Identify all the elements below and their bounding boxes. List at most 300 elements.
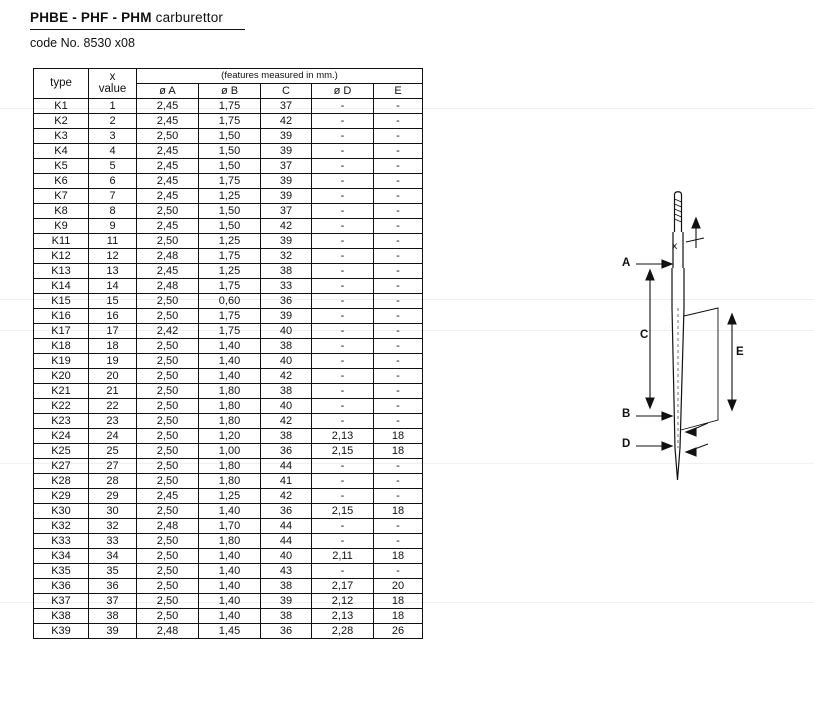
cell-x: 3 [89,129,137,144]
cell-e: - [374,99,423,114]
cell-d: - [312,459,374,474]
cell-d: - [312,384,374,399]
cell-d: 2,11 [312,549,374,564]
cell-x: 12 [89,249,137,264]
cell-e: - [374,204,423,219]
cell-type: K7 [34,189,89,204]
table-body [34,99,423,639]
table-row [34,234,423,249]
table-row [34,609,423,624]
cell-e: - [374,339,423,354]
cell-x: 32 [89,519,137,534]
cell-type: K3 [34,129,89,144]
cell-type: K15 [34,294,89,309]
cell-x: 1 [89,99,137,114]
cell-e: - [374,534,423,549]
cell-b: 1,20 [199,429,261,444]
cell-type: K6 [34,174,89,189]
cell-d: - [312,474,374,489]
cell-c: 39 [261,144,312,159]
cell-c: 32 [261,249,312,264]
cell-e: 26 [374,624,423,639]
cell-b: 1,40 [199,339,261,354]
cell-b: 1,80 [199,414,261,429]
cell-e: - [374,369,423,384]
cell-type: K11 [34,234,89,249]
cell-a: 2,48 [137,519,199,534]
cell-d: - [312,519,374,534]
cell-type: K19 [34,354,89,369]
cell-b: 1,75 [199,114,261,129]
cell-a: 2,50 [137,339,199,354]
cell-b: 1,40 [199,579,261,594]
cell-a: 2,50 [137,579,199,594]
diagram-label-a: A [622,257,631,269]
cell-e: 18 [374,444,423,459]
cell-a: 2,50 [137,384,199,399]
cell-b: 1,25 [199,264,261,279]
cell-type: K8 [34,204,89,219]
cell-c: 40 [261,354,312,369]
table-row [34,99,423,114]
header-col-a: ø A [137,84,199,99]
cell-x: 11 [89,234,137,249]
cell-x: 30 [89,504,137,519]
cell-a: 2,50 [137,309,199,324]
cell-x: 20 [89,369,137,384]
cell-x: 34 [89,549,137,564]
cell-type: K22 [34,399,89,414]
cell-c: 40 [261,324,312,339]
cell-x: 6 [89,174,137,189]
cell-a: 2,50 [137,369,199,384]
cell-d: - [312,204,374,219]
table-row [34,369,423,384]
cell-a: 2,50 [137,504,199,519]
cell-x: 19 [89,354,137,369]
cell-c: 39 [261,174,312,189]
diagram-label-e: E [736,346,744,358]
title-underline [30,29,245,30]
table-row [34,249,423,264]
cell-type: K36 [34,579,89,594]
cell-x: 25 [89,444,137,459]
cell-c: 39 [261,129,312,144]
cell-d: - [312,129,374,144]
cell-e: 20 [374,579,423,594]
cell-a: 2,50 [137,294,199,309]
table-row [34,564,423,579]
cell-c: 44 [261,459,312,474]
cell-x: 16 [89,309,137,324]
needle-diagram [600,180,800,500]
table-row [34,399,423,414]
cell-e: - [374,564,423,579]
table-row [34,144,423,159]
page-title-bold: PHBE - PHF - PHM [30,10,152,25]
cell-d: - [312,174,374,189]
cell-d: - [312,354,374,369]
table-row [34,474,423,489]
cell-e: - [374,174,423,189]
cell-c: 39 [261,594,312,609]
cell-type: K5 [34,159,89,174]
cell-d: - [312,234,374,249]
cell-d: - [312,114,374,129]
cell-x: 38 [89,609,137,624]
cell-c: 36 [261,294,312,309]
table-row [34,354,423,369]
cell-e: - [374,234,423,249]
cell-type: K28 [34,474,89,489]
cell-a: 2,50 [137,609,199,624]
table-head [34,69,423,99]
cell-b: 1,40 [199,549,261,564]
cell-a: 2,45 [137,219,199,234]
cell-c: 44 [261,534,312,549]
cell-c: 38 [261,609,312,624]
cell-c: 39 [261,189,312,204]
cell-c: 39 [261,234,312,249]
cell-b: 1,75 [199,309,261,324]
cell-type: K18 [34,339,89,354]
cell-b: 1,45 [199,624,261,639]
cell-b: 1,80 [199,384,261,399]
diagram-label-x: x [672,240,678,252]
cell-d: - [312,399,374,414]
cell-type: K16 [34,309,89,324]
cell-x: 39 [89,624,137,639]
cell-type: K27 [34,459,89,474]
cell-b: 1,40 [199,609,261,624]
cell-a: 2,48 [137,279,199,294]
cell-e: - [374,294,423,309]
cell-c: 36 [261,504,312,519]
header-col-e: E [374,84,423,99]
table-row [34,489,423,504]
cell-d: - [312,309,374,324]
cell-e: - [374,489,423,504]
cell-c: 38 [261,429,312,444]
table-row [34,219,423,234]
cell-e: - [374,414,423,429]
cell-c: 42 [261,369,312,384]
cell-c: 40 [261,549,312,564]
cell-c: 33 [261,279,312,294]
cell-d: - [312,534,374,549]
cell-d: - [312,189,374,204]
cell-b: 1,50 [199,219,261,234]
table-row [34,339,423,354]
cell-d: - [312,294,374,309]
cell-x: 4 [89,144,137,159]
cell-a: 2,50 [137,354,199,369]
cell-type: K4 [34,144,89,159]
cell-a: 2,45 [137,174,199,189]
cell-a: 2,50 [137,474,199,489]
cell-type: K30 [34,504,89,519]
cell-a: 2,45 [137,114,199,129]
cell-x: 36 [89,579,137,594]
header-col-b: ø B [199,84,261,99]
cell-d: 2,15 [312,444,374,459]
cell-x: 5 [89,159,137,174]
cell-x: 7 [89,189,137,204]
cell-type: K39 [34,624,89,639]
cell-type: K34 [34,549,89,564]
cell-c: 37 [261,99,312,114]
cell-e: - [374,354,423,369]
cell-d: - [312,489,374,504]
cell-c: 40 [261,399,312,414]
cell-a: 2,50 [137,414,199,429]
header-col-c: C [261,84,312,99]
cell-type: K9 [34,219,89,234]
cell-x: 24 [89,429,137,444]
cell-type: K29 [34,489,89,504]
cell-c: 39 [261,309,312,324]
cell-x: 37 [89,594,137,609]
cell-b: 1,25 [199,489,261,504]
cell-a: 2,42 [137,324,199,339]
cell-a: 2,50 [137,594,199,609]
cell-a: 2,48 [137,249,199,264]
cell-b: 1,25 [199,189,261,204]
cell-b: 1,50 [199,159,261,174]
cell-c: 44 [261,519,312,534]
cell-e: - [374,159,423,174]
cell-x: 28 [89,474,137,489]
cell-e: - [374,474,423,489]
cell-type: K32 [34,519,89,534]
cell-e: - [374,264,423,279]
table-row [34,429,423,444]
cell-e: - [374,249,423,264]
cell-c: 37 [261,204,312,219]
cell-type: K2 [34,114,89,129]
cell-b: 1,00 [199,444,261,459]
cell-type: K13 [34,264,89,279]
spec-table-wrapper [33,68,423,639]
cell-b: 1,75 [199,99,261,114]
table-row [34,204,423,219]
cell-b: 1,50 [199,144,261,159]
cell-e: - [374,219,423,234]
cell-x: 2 [89,114,137,129]
table-row [34,309,423,324]
cell-x: 22 [89,399,137,414]
cell-e: - [374,324,423,339]
cell-c: 42 [261,219,312,234]
table-row [34,549,423,564]
cell-a: 2,45 [137,99,199,114]
cell-type: K38 [34,609,89,624]
spec-table [33,68,423,639]
cell-d: - [312,279,374,294]
cell-b: 1,40 [199,369,261,384]
cell-b: 1,40 [199,504,261,519]
cell-x: 13 [89,264,137,279]
cell-d: - [312,99,374,114]
cell-c: 38 [261,339,312,354]
cell-a: 2,45 [137,264,199,279]
cell-e: 18 [374,594,423,609]
cell-type: K20 [34,369,89,384]
cell-e: - [374,189,423,204]
cell-b: 1,40 [199,564,261,579]
cell-x: 21 [89,384,137,399]
diagram-label-b: B [622,408,631,420]
table-row [34,459,423,474]
cell-a: 2,50 [137,564,199,579]
cell-x: 9 [89,219,137,234]
table-row [34,504,423,519]
cell-e: 18 [374,549,423,564]
cell-c: 37 [261,159,312,174]
cell-c: 42 [261,114,312,129]
cell-a: 2,50 [137,444,199,459]
table-row [34,579,423,594]
cell-e: 18 [374,609,423,624]
cell-b: 0,60 [199,294,261,309]
cell-d: - [312,264,374,279]
cell-d: - [312,144,374,159]
cell-d: 2,12 [312,594,374,609]
cell-d: - [312,159,374,174]
cell-b: 1,80 [199,399,261,414]
cell-type: K17 [34,324,89,339]
cell-d: - [312,219,374,234]
table-row [34,174,423,189]
diagram-label-d: D [622,438,631,450]
table-row [34,279,423,294]
cell-x: 15 [89,294,137,309]
cell-a: 2,45 [137,144,199,159]
cell-e: - [374,144,423,159]
table-row [34,384,423,399]
table-row [34,114,423,129]
cell-c: 36 [261,624,312,639]
header-x-line1: x [109,71,116,83]
header-x-value [89,69,137,99]
cell-type: K23 [34,414,89,429]
cell-e: - [374,309,423,324]
cell-a: 2,50 [137,459,199,474]
cell-b: 1,25 [199,234,261,249]
cell-b: 1,40 [199,594,261,609]
cell-x: 29 [89,489,137,504]
cell-e: - [374,114,423,129]
cell-d: - [312,369,374,384]
cell-type: K25 [34,444,89,459]
header-type: type [34,69,89,99]
cell-x: 33 [89,534,137,549]
page-title [30,10,223,25]
table-row [34,519,423,534]
cell-e: - [374,399,423,414]
cell-c: 38 [261,579,312,594]
cell-b: 1,50 [199,129,261,144]
cell-a: 2,45 [137,489,199,504]
cell-x: 14 [89,279,137,294]
header-col-d: ø D [312,84,374,99]
needle-diagram-svg [600,180,800,500]
cell-type: K35 [34,564,89,579]
cell-c: 42 [261,414,312,429]
header-x-line2: value [98,82,127,95]
header-features-note: (features measured in mm.) [137,69,423,84]
cell-type: K33 [34,534,89,549]
cell-b: 1,75 [199,174,261,189]
cell-c: 42 [261,489,312,504]
cell-e: - [374,129,423,144]
cell-b: 1,75 [199,249,261,264]
table-row [34,159,423,174]
table-header-row-top [34,69,423,84]
cell-d: 2,13 [312,429,374,444]
cell-e: - [374,279,423,294]
cell-d: 2,15 [312,504,374,519]
diagram-label-c: C [640,329,649,341]
cell-c: 38 [261,264,312,279]
cell-type: K14 [34,279,89,294]
cell-d: - [312,324,374,339]
cell-a: 2,50 [137,534,199,549]
cell-b: 1,70 [199,519,261,534]
cell-a: 2,50 [137,549,199,564]
cell-type: K21 [34,384,89,399]
cell-a: 2,48 [137,624,199,639]
cell-c: 36 [261,444,312,459]
cell-e: - [374,519,423,534]
cell-e: - [374,384,423,399]
table-row [34,129,423,144]
cell-b: 1,75 [199,279,261,294]
table-row [34,324,423,339]
cell-b: 1,75 [199,324,261,339]
cell-e: 18 [374,504,423,519]
cell-a: 2,50 [137,429,199,444]
cell-type: K12 [34,249,89,264]
cell-a: 2,45 [137,189,199,204]
cell-d: 2,13 [312,609,374,624]
table-row [34,189,423,204]
cell-b: 1,50 [199,204,261,219]
page-subtitle: code No. 8530 x08 [30,36,135,50]
cell-x: 8 [89,204,137,219]
cell-b: 1,80 [199,459,261,474]
cell-d: - [312,414,374,429]
cell-d: - [312,339,374,354]
cell-type: K37 [34,594,89,609]
cell-e: 18 [374,429,423,444]
cell-b: 1,40 [199,354,261,369]
cell-c: 38 [261,384,312,399]
cell-a: 2,45 [137,159,199,174]
table-row [34,624,423,639]
cell-d: 2,28 [312,624,374,639]
table-row [34,444,423,459]
cell-d: - [312,564,374,579]
table-row [34,534,423,549]
table-row [34,594,423,609]
cell-e: - [374,459,423,474]
cell-x: 17 [89,324,137,339]
cell-x: 23 [89,414,137,429]
cell-type: K1 [34,99,89,114]
cell-b: 1,80 [199,474,261,489]
cell-a: 2,50 [137,234,199,249]
